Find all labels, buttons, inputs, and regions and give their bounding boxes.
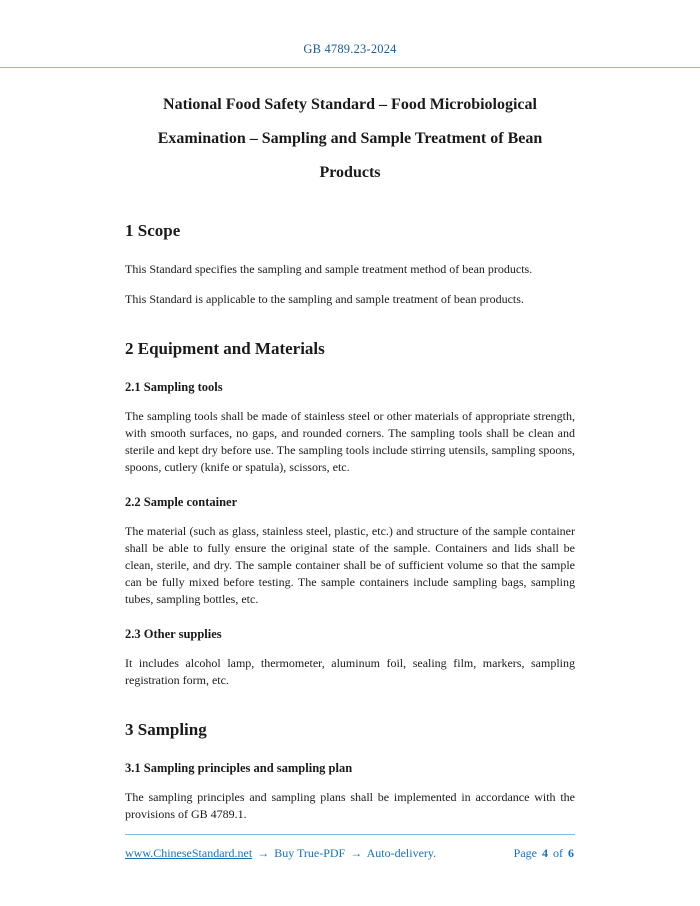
title-line-2: Examination – Sampling and Sample Treatment of Bean	[157, 130, 543, 147]
page-label: Page	[513, 846, 537, 860]
section-heading-scope: 1 Scope	[125, 221, 181, 240]
arrow-right-icon: →	[350, 846, 363, 860]
header-rule	[0, 67, 700, 68]
subsection-heading-sampling-tools: 2.1 Sampling tools	[125, 380, 223, 394]
other-supplies-paragraph: It includes alcohol lamp, thermometer, aluminum foil, sealing film, markers, sampling registration form, etc.	[125, 656, 575, 687]
website-link[interactable]: www.ChineseStandard.net	[125, 846, 253, 860]
section-heading-equipment: 2 Equipment and Materials	[125, 339, 325, 358]
section-heading-sampling: 3 Sampling	[125, 720, 207, 739]
sample-container-paragraph: The material (such as glass, stainless steel, plastic, etc.) and structure of the sample container shall be able to fully ensure the original state of the sample. Containers and lids shall be clean, sterile, and dry. The sample container shall be of sufficient volume so that the sample can be fully mixed before testing. The sample containers include sampling bags, sampling tubes, sampling bottles, etc.	[125, 524, 575, 606]
page-header	[0, 0, 700, 68]
sampling-tools-paragraph: The sampling tools shall be made of stainless steel or other materials of appropriate strength, with smooth surfaces, no gaps, and rounded corners. The sampling tools shall be clean and sterile and kept dry before use. The sampling tools include stirring utensils, sampling spoons, spoons, cutlery (knife or spatula), scissors, etc.	[125, 409, 575, 474]
page-of-label: of	[553, 846, 563, 860]
document-content	[125, 88, 575, 823]
scope-paragraph-2: This Standard is applicable to the sampling and sample treatment of bean products.	[125, 292, 524, 306]
document-title	[125, 88, 575, 190]
arrow-right-icon: →	[257, 846, 270, 860]
page-total-number: 6	[568, 846, 574, 860]
scope-paragraph-1: This Standard specifies the sampling and sample treatment method of bean products.	[125, 262, 533, 276]
subsection-heading-other-supplies: 2.3 Other supplies	[125, 627, 222, 641]
page-indicator	[513, 846, 575, 861]
subsection-heading-sample-container: 2.2 Sample container	[125, 495, 238, 509]
sampling-principles-paragraph: The sampling principles and sampling plans shall be implemented in accordance with the provisions of GB 4789.1.	[125, 790, 575, 821]
page-footer	[125, 834, 575, 861]
auto-delivery-text: Auto-delivery.	[366, 846, 437, 860]
footer-links	[125, 846, 436, 861]
doc-number: GB 4789.23-2024	[303, 42, 397, 56]
title-line-3: Products	[319, 164, 381, 181]
title-line-1: National Food Safety Standard – Food Microbiological	[163, 96, 537, 113]
subsection-heading-sampling-principles: 3.1 Sampling principles and sampling plan	[125, 761, 353, 775]
buy-true-pdf-text: Buy True-PDF	[274, 846, 346, 860]
page-current-number: 4	[542, 846, 548, 860]
